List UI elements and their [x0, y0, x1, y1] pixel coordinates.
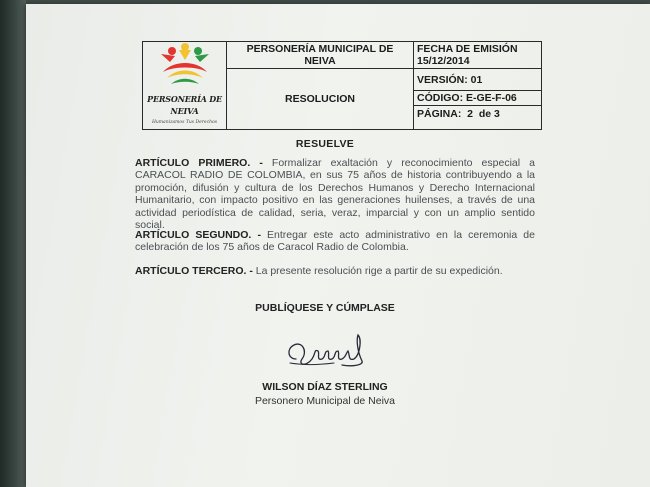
logo-cell [143, 42, 227, 130]
document-type: RESOLUCION [227, 69, 414, 130]
article-text: La presente resolución rige a partir de su expedición. [252, 265, 503, 277]
logo-name: PERSONERÍA DE NEIVA [147, 94, 222, 116]
signer-title: Personero Municipal de Neiva [254, 395, 396, 407]
signature-icon [282, 329, 372, 377]
org-name: PERSONERÍA MUNICIPAL DE NEIVA [227, 42, 414, 69]
issue-date: FECHA DE EMISIÓN 15/12/2014 [414, 42, 542, 69]
code: CÓDIGO: E-GE-F-06 [414, 91, 542, 106]
article-lead: ARTÍCULO SEGUNDO. - [135, 229, 261, 241]
page-number: PÁGINA: 2 de 3 [414, 106, 542, 130]
article-text: Entregar este acto administrativo en la ceremonia de celebración de los 75 años de Caracol Radio de Colombia. [135, 229, 535, 254]
article-third [135, 265, 535, 277]
signer-name: WILSON DÍAZ STERLING [262, 381, 388, 393]
article-first [135, 157, 535, 231]
article-lead: ARTÍCULO TERCERO. - [135, 265, 253, 277]
version: VERSIÓN: 01 [414, 69, 542, 91]
closing-formula: PUBLÍQUESE Y CÚMPLASE [255, 302, 395, 314]
resolution-heading: RESUELVE [295, 138, 355, 150]
document-header-table [142, 41, 542, 130]
personeria-logo-icon [153, 42, 217, 94]
logo-tagline: Humanizamos Tus Derechos [151, 120, 218, 125]
article-text: Formalizar exaltación y reconocimiento especial a CARACOL RADIO DE COLOMBIA, en sus 75 años de historia contribuyendo a la promoción, difusión y cultura de los Derechos Humanos y Derecho Internacional Humanitario, con impacto positivo en las generaciones huilenses, a través de una actividad periodística de calidad, seria, veraz, imparcial y con un amplio sentido social. [135, 157, 535, 232]
article-second [135, 229, 535, 254]
article-lead: ARTÍCULO PRIMERO. - [135, 157, 263, 169]
background-edge [0, 0, 26, 487]
